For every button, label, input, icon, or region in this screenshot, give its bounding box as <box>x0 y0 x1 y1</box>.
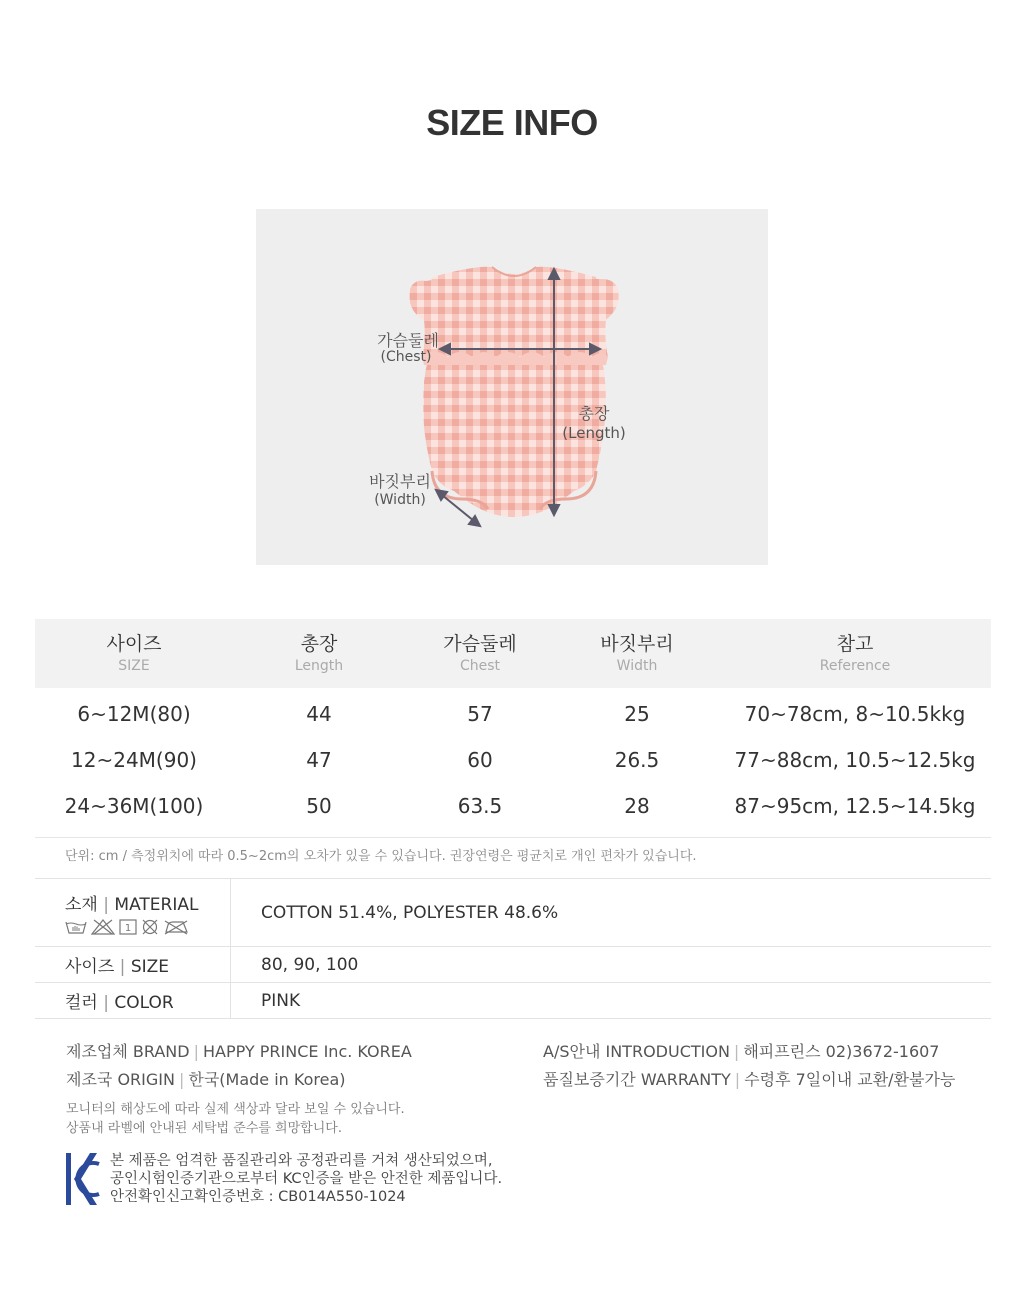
table-row <box>35 783 991 829</box>
size-table-header <box>35 619 991 688</box>
as-warranty-info <box>543 1038 955 1094</box>
product-measurement-image <box>256 209 768 565</box>
table-row <box>35 737 991 783</box>
svg-text:1: 1 <box>124 923 132 934</box>
cell-width: 28 <box>624 794 650 818</box>
cell-reference: 77~88cm, 10.5~12.5kg <box>734 748 976 772</box>
cell-chest: 63.5 <box>457 794 503 818</box>
material-value: COTTON 51.4%, POLYESTER 48.6% <box>261 902 559 923</box>
kc-logo-icon <box>66 1152 100 1206</box>
width-label-en: (Width) <box>374 492 426 508</box>
material-label: 소재 | MATERIAL 1 <box>35 879 231 946</box>
kc-text: 본 제품은 엄격한 품질관리와 공정관리를 거쳐 생산되었으며, 공인시험인증기관으로부터 KC인증을 받은 안전한 제품입니다. 안전확인신고확인증번호 : CB014A550-1024 <box>110 1153 503 1205</box>
cell-length: 50 <box>306 794 332 818</box>
cell-chest: 57 <box>467 702 493 726</box>
spec-row-size <box>35 947 991 983</box>
brand-origin-info <box>66 1038 412 1094</box>
as-line: A/S안내 INTRODUCTION | 해피프린스 02)3672-1607 <box>543 1042 940 1061</box>
cell-width: 26.5 <box>614 748 660 772</box>
length-label-en: (Length) <box>562 424 626 442</box>
no-iron-icon <box>163 919 189 935</box>
spec-table <box>35 878 991 1019</box>
disclaimer: 모니터의 해상도에 따라 실제 색상과 달라 보일 수 있습니다. 상품내 라벨에 안내된 세탁법 준수를 희망합니다. <box>66 1102 405 1136</box>
kc-certification <box>66 1152 502 1206</box>
cell-reference: 87~95cm, 12.5~14.5kg <box>734 794 976 818</box>
size-value: 80, 90, 100 <box>261 954 359 975</box>
color-label: 컬러 | COLOR <box>35 983 231 1018</box>
origin-line: 제조국 ORIGIN | 한국(Made in Korea) <box>66 1070 346 1089</box>
size-table-body <box>35 688 991 838</box>
cell-length: 44 <box>306 702 332 726</box>
brand-line: 제조업체 BRAND | HAPPY PRINCE Inc. KOREA <box>66 1042 412 1061</box>
page-title: SIZE INFO <box>426 102 598 143</box>
tumble-dry-icon <box>119 919 137 935</box>
header-reference: 참고 Reference <box>819 632 891 674</box>
header-length: 총장 Length <box>294 632 344 674</box>
cell-size: 24~36M(100) <box>64 794 204 818</box>
warranty-line: 품질보증기간 WARRANTY | 수령후 7일이내 교환/환불가능 <box>543 1070 956 1089</box>
cell-chest: 60 <box>467 748 493 772</box>
measurement-note: 단위: cm / 측정위치에 따라 0.5~2cm의 오차가 있을 수 있습니다. 권장연령은 평균치로 개인 편차가 있습니다. <box>65 849 697 864</box>
header-chest: 가슴둘레 Chest <box>443 632 517 674</box>
width-label-ko: 바짓부리 <box>369 472 431 491</box>
chest-label-ko: 가슴둘레 <box>377 331 439 350</box>
cell-reference: 70~78cm, 8~10.5kkg <box>744 702 966 726</box>
no-bleach-icon <box>91 919 115 935</box>
spec-row-material <box>35 879 991 947</box>
header-width: 바짓부리 Width <box>600 632 674 674</box>
spec-row-color <box>35 983 991 1019</box>
header-size: 사이즈 SIZE <box>106 632 162 674</box>
cell-length: 47 <box>306 748 332 772</box>
cell-width: 25 <box>624 702 650 726</box>
romper-garment <box>409 267 618 517</box>
color-value: PINK <box>261 990 301 1011</box>
length-label-ko: 총장 <box>578 404 610 423</box>
table-row <box>35 691 991 737</box>
cell-size: 6~12M(80) <box>77 702 191 726</box>
chest-label-en: (Chest) <box>380 349 432 365</box>
size-label: 사이즈 | SIZE <box>35 947 231 982</box>
size-table <box>35 619 991 838</box>
no-dry-clean-icon <box>141 919 159 935</box>
hand-wash-icon <box>65 919 87 935</box>
cell-size: 12~24M(90) <box>71 748 197 772</box>
care-icons <box>65 919 230 935</box>
